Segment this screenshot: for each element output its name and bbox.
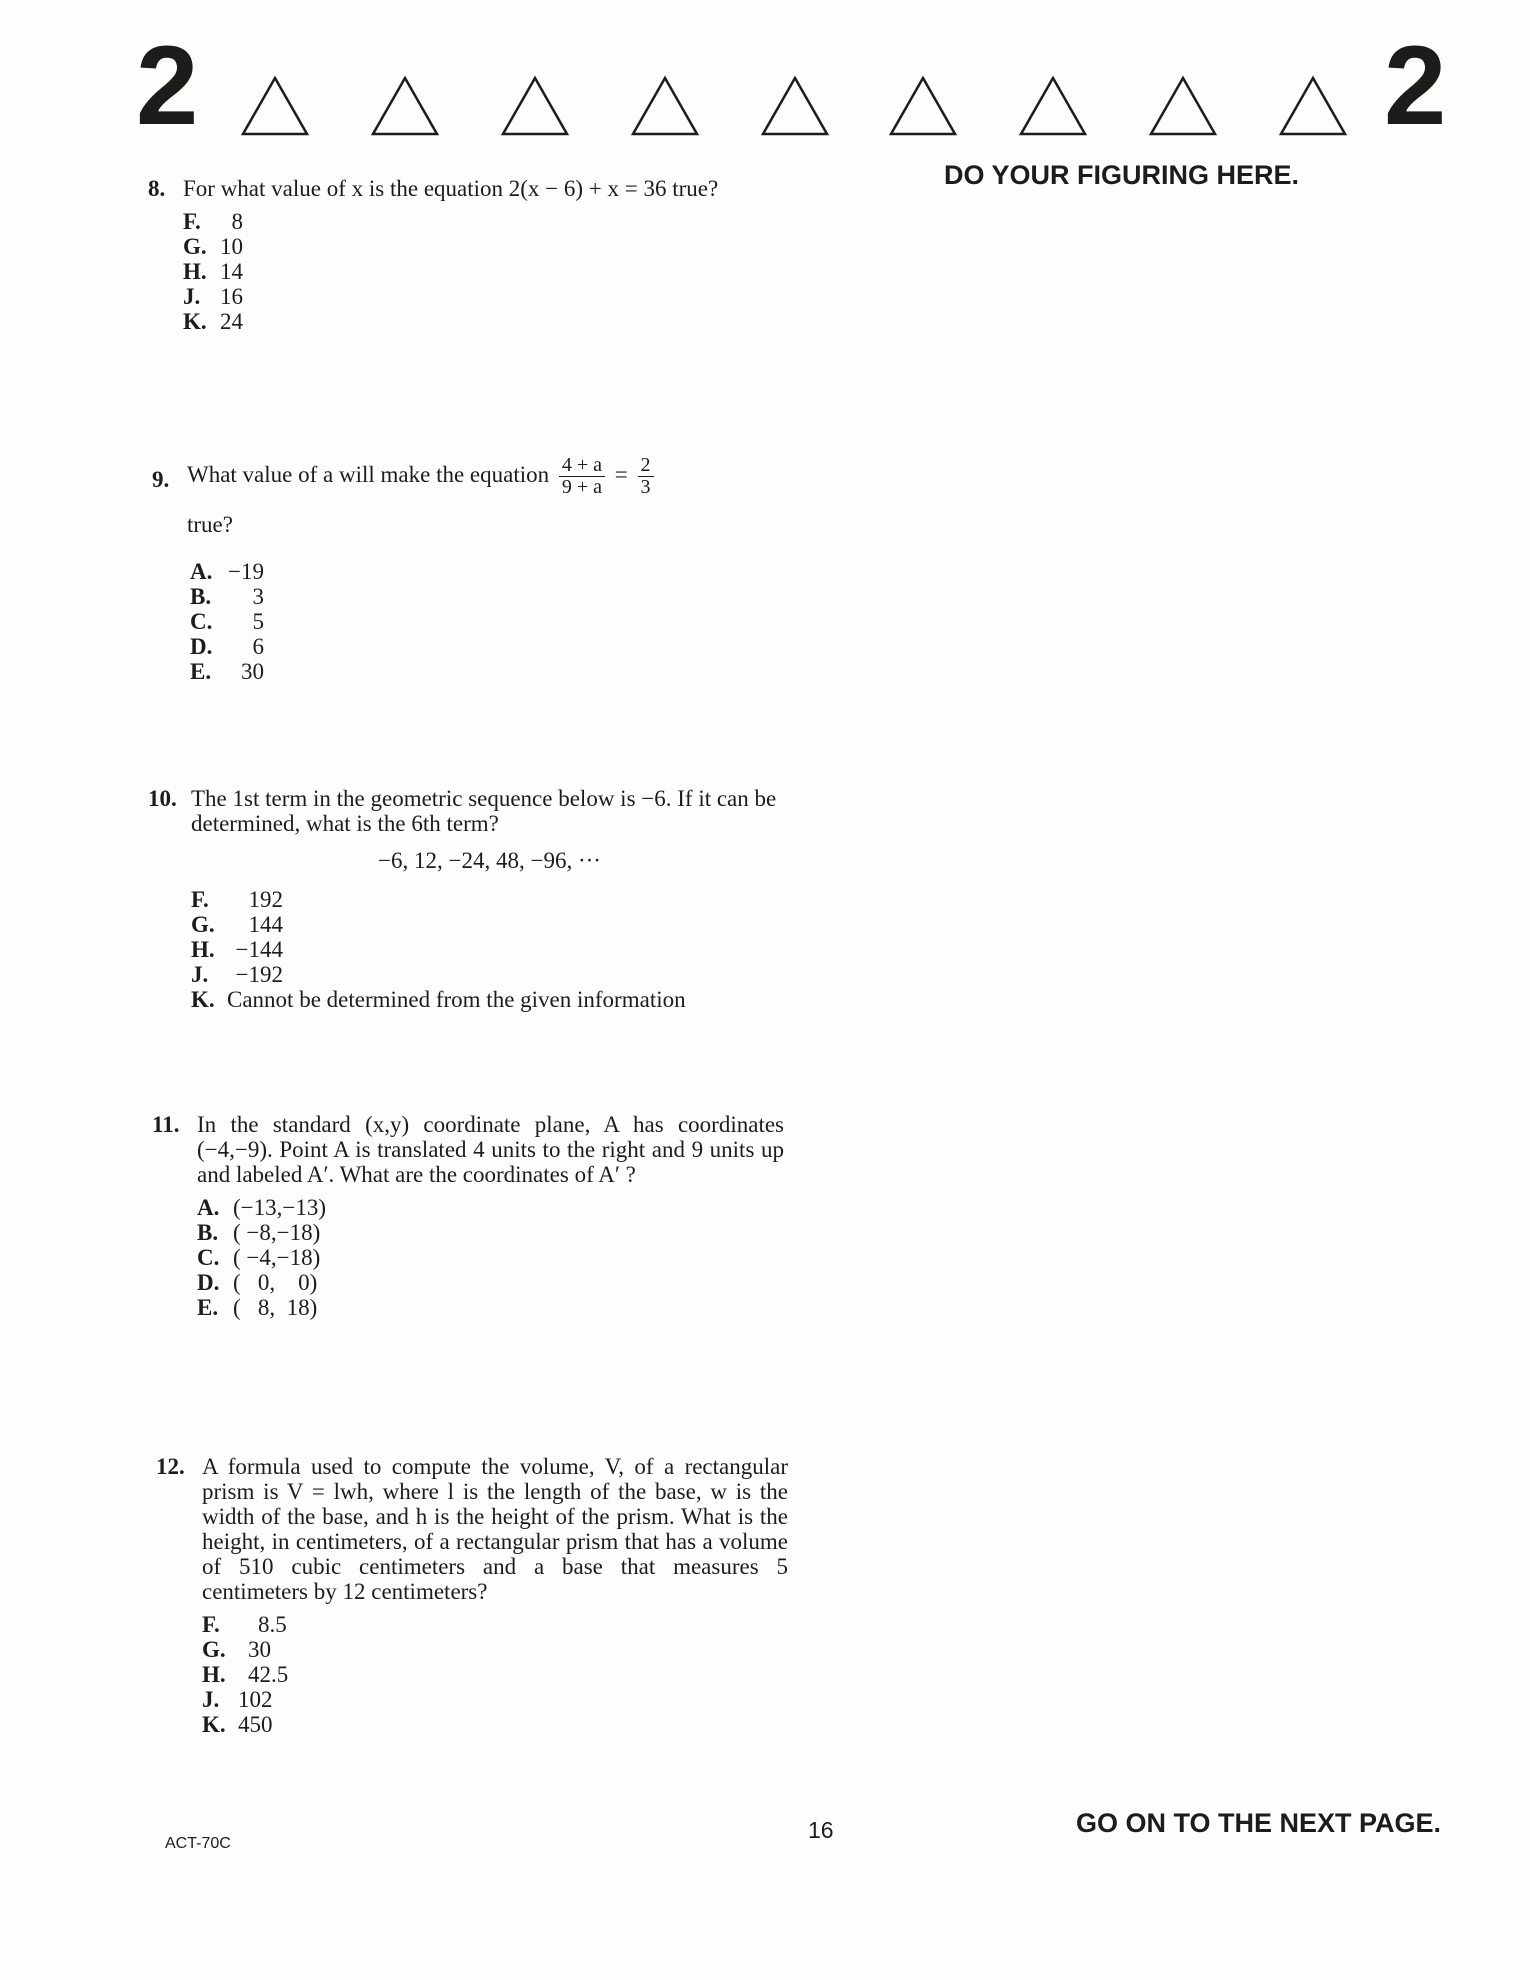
answer-choices xyxy=(191,887,788,1012)
answer-choice[interactable]: G. 30 xyxy=(202,1637,271,1662)
answer-choices xyxy=(190,559,792,684)
answer-choice[interactable]: J. 102 xyxy=(202,1687,273,1712)
triangle-icon xyxy=(630,75,700,137)
answer-choice[interactable]: K. 450 xyxy=(202,1712,273,1737)
answer-choice[interactable]: H. 42.5 xyxy=(202,1662,289,1687)
triangle-icon xyxy=(240,75,310,137)
question-10 xyxy=(148,786,788,1012)
question-number: 12. xyxy=(156,1454,185,1479)
question-8 xyxy=(148,176,778,334)
section-number-left: 2 xyxy=(136,23,199,148)
answer-choice[interactable]: D. ( 0, 0) xyxy=(197,1270,318,1295)
answer-choices xyxy=(197,1195,784,1320)
question-11 xyxy=(152,1112,784,1320)
answer-choice[interactable]: F. 8 xyxy=(183,209,243,234)
answer-choice[interactable]: A. (−13,−13) xyxy=(197,1195,327,1220)
answer-choice[interactable]: K. Cannot be determined from the given information xyxy=(191,987,686,1012)
answer-choices xyxy=(183,209,778,334)
triangle-icon xyxy=(1278,75,1348,137)
answer-choice[interactable]: C. ( −4,−18) xyxy=(197,1245,321,1270)
question-number: 8. xyxy=(148,176,166,201)
next-page-label: GO ON TO THE NEXT PAGE. xyxy=(1076,1808,1442,1838)
question-stem: A formula used to compute the volume, V, of a rectangular prism is V = lwh, where l is the length of the base, w is the width of the base, and h is the height of the prism. What is the height, in centimeters, of a rectangular prism that has a volume of 510 cubic centimeters and a base that measures 5 centimeters by 12 centimeters? xyxy=(202,1454,788,1604)
fraction: $\frac{4 + a}{9 + a}$ xyxy=(559,455,605,498)
sequence: −6, 12, −24, 48, −96, ··· xyxy=(378,848,601,873)
question-9 xyxy=(152,455,792,684)
question-number: 10. xyxy=(148,786,177,811)
triangle-icon xyxy=(1018,75,1088,137)
answer-choice[interactable]: C. 5 xyxy=(190,609,264,634)
triangle-icon xyxy=(1148,75,1218,137)
answer-choice[interactable]: B. 3 xyxy=(190,584,264,609)
answer-choice[interactable]: J. 16 xyxy=(183,284,243,309)
answer-choice[interactable]: K. 24 xyxy=(183,309,243,334)
answer-choice[interactable]: F. 192 xyxy=(191,887,283,912)
question-stem: For what value of x is the equation 2(x − 6) + x = 36 true? xyxy=(183,176,719,201)
answer-choice[interactable]: E. ( 8, 18) xyxy=(197,1295,318,1320)
answer-choice[interactable]: E. 30 xyxy=(190,659,264,684)
answer-choice[interactable]: H. 14 xyxy=(183,259,243,284)
answer-choice[interactable]: H. −144 xyxy=(191,937,283,962)
test-code: ACT-70C xyxy=(165,1835,231,1852)
triangle-icon xyxy=(370,75,440,137)
answer-choice[interactable]: D. 6 xyxy=(190,634,264,659)
answer-choice[interactable]: B. ( −8,−18) xyxy=(197,1220,321,1245)
answer-choice[interactable]: F. 8.5 xyxy=(202,1612,287,1637)
triangle-icon xyxy=(500,75,570,137)
answer-choice[interactable]: A. −19 xyxy=(190,559,264,584)
answer-choice[interactable]: G. 144 xyxy=(191,912,283,937)
question-number: 11. xyxy=(152,1112,180,1137)
triangle-icon xyxy=(760,75,830,137)
page-number: 16 xyxy=(808,1817,834,1843)
triangle-icon xyxy=(888,75,958,137)
section-number-right: 2 xyxy=(1384,23,1447,148)
question-stem: The 1st term in the geometric sequence below is −6. If it can be determined, what is the 6th term? xyxy=(191,786,777,836)
fraction: $\frac{2}{3}$ xyxy=(638,455,654,498)
answer-choices xyxy=(202,1612,788,1737)
section-header xyxy=(0,0,1530,150)
question-stem: What value of a will make the equation $\frac{4 + a}{9 + a}$ = $\frac{2}{3}$ true? xyxy=(187,455,792,537)
answer-choice[interactable]: J. −192 xyxy=(191,962,283,987)
question-stem: In the standard (x,y) coordinate plane, A has coordinates (−4,−9). Point A is translated 4 units to the right and 9 units up and labeled A′. What are the coordinates of A′ ? xyxy=(197,1112,784,1187)
question-12 xyxy=(156,1454,788,1737)
answer-choice[interactable]: G. 10 xyxy=(183,234,243,259)
question-number: 9. xyxy=(152,467,170,492)
figuring-label: DO YOUR FIGURING HERE. xyxy=(944,160,1300,190)
